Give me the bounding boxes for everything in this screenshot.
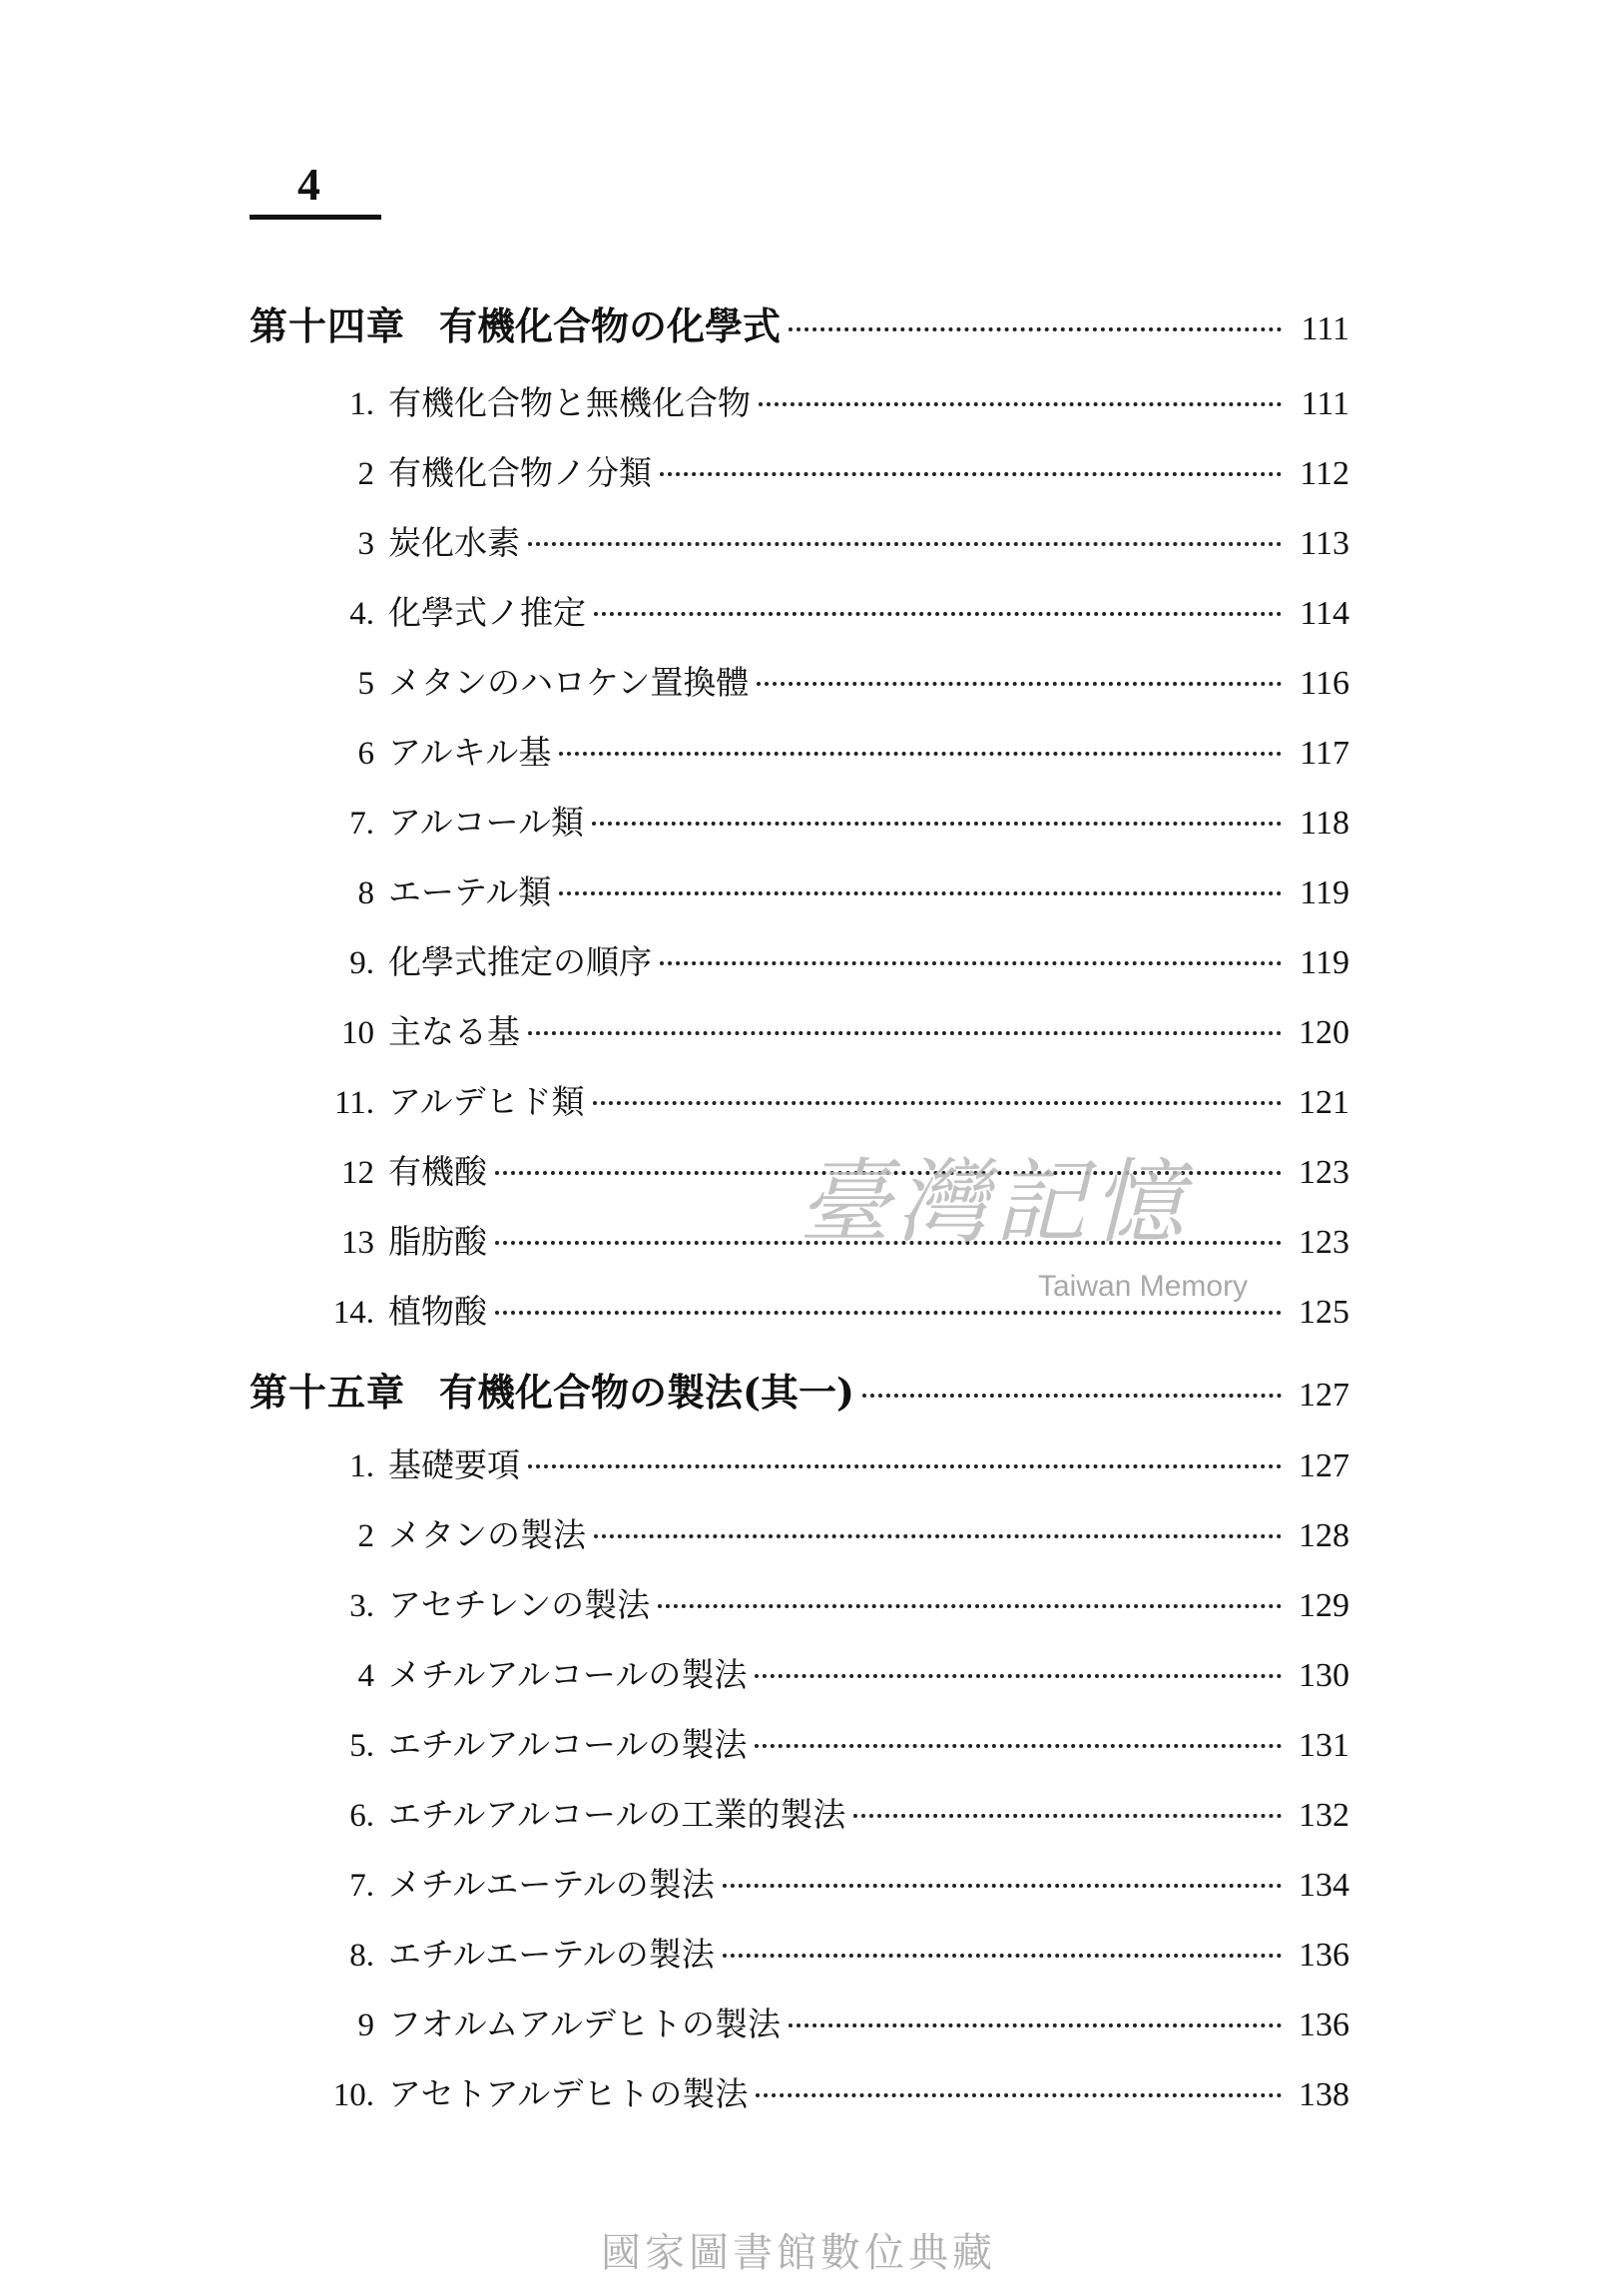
toc-entry <box>314 1650 1349 1700</box>
chapter-page-number: 111 <box>1301 310 1349 347</box>
toc-entry <box>314 658 1349 708</box>
entry-page-number: 136 <box>1299 2007 1349 2043</box>
entry-number: 1. <box>349 386 374 422</box>
entry-number: 6 <box>357 736 374 772</box>
toc-entry <box>314 937 1349 987</box>
entry-number: 7. <box>349 806 374 842</box>
entry-title: 脂肪酸 <box>388 1222 487 1261</box>
toc-entry <box>314 1790 1349 1840</box>
footer-caption: 國家圖書館數位典藏 <box>601 2230 996 2276</box>
entry-page-number: 118 <box>1300 805 1349 842</box>
toc-entry <box>314 448 1349 498</box>
entry-page-number: 119 <box>1300 874 1349 911</box>
dot-leader <box>528 1464 1282 1468</box>
entry-number: 3 <box>357 526 374 562</box>
toc-entry <box>314 1860 1349 1910</box>
entry-title: 有機化合物と無機化合物 <box>388 383 751 422</box>
dot-leader <box>757 682 1282 686</box>
toc-entry <box>314 1147 1349 1197</box>
entry-page-number: 131 <box>1299 1727 1349 1764</box>
dot-leader <box>594 612 1282 616</box>
dot-leader <box>495 1241 1282 1245</box>
entry-page-number: 123 <box>1299 1224 1349 1261</box>
dot-leader <box>658 1604 1282 1608</box>
entry-page-number: 121 <box>1299 1084 1349 1121</box>
toc-entry <box>314 1440 1349 1490</box>
entry-number: 13 <box>341 1225 374 1261</box>
entry-page-number: 111 <box>1301 385 1349 422</box>
dot-leader <box>528 542 1282 546</box>
entry-title: エーテル類 <box>388 872 552 911</box>
chapter-heading <box>250 1368 1349 1418</box>
entry-number: 5 <box>357 666 374 702</box>
dot-leader <box>755 1674 1282 1678</box>
entry-title: アセトアルデヒトの製法 <box>388 2074 749 2113</box>
entry-title: 有機化合物ノ分類 <box>388 453 652 492</box>
entry-number: 12 <box>341 1155 374 1191</box>
entry-page-number: 114 <box>1300 595 1349 632</box>
entry-page-number: 130 <box>1299 1657 1349 1694</box>
toc-entry <box>314 1510 1349 1560</box>
toc-entry <box>314 1930 1349 1980</box>
chapter-heading <box>250 301 1349 351</box>
toc-entry <box>314 1217 1349 1267</box>
entry-number: 11. <box>333 1085 374 1121</box>
entry-page-number: 120 <box>1299 1014 1349 1051</box>
entry-page-number: 112 <box>1300 455 1349 492</box>
entry-title: メチルエーテルの製法 <box>388 1865 715 1904</box>
toc-entry <box>314 1720 1349 1770</box>
entry-page-number: 128 <box>1299 1517 1349 1554</box>
dot-leader <box>495 1311 1282 1315</box>
chapter-title: 有機化合物の製法(其一) <box>439 1370 854 1415</box>
toc-entry <box>314 798 1349 848</box>
entry-number: 9. <box>349 945 374 981</box>
entry-number: 4 <box>357 1658 374 1694</box>
toc-entry <box>314 1287 1349 1337</box>
entry-number: 7. <box>349 1868 374 1904</box>
entry-number: 3. <box>349 1588 374 1624</box>
chapter-label: 第十五章 <box>250 1370 406 1415</box>
entry-title: エチルアルコールの製法 <box>388 1725 748 1764</box>
entry-title: フオルムアルデヒトの製法 <box>388 2005 782 2043</box>
toc-entry <box>314 2000 1349 2049</box>
entry-page-number: 113 <box>1300 525 1349 562</box>
dot-leader <box>594 1534 1282 1538</box>
entry-number: 5. <box>349 1728 374 1764</box>
entry-page-number: 116 <box>1300 665 1349 702</box>
entry-title: アセチレンの製法 <box>388 1585 651 1624</box>
entry-page-number: 117 <box>1300 735 1349 772</box>
dot-leader <box>789 327 1282 331</box>
dot-leader <box>592 822 1282 826</box>
entry-page-number: 129 <box>1299 1587 1349 1624</box>
dot-leader <box>853 1814 1282 1818</box>
entry-title: メタンの製法 <box>388 1515 586 1554</box>
toc-entry <box>314 1007 1349 1057</box>
toc-entry <box>314 2069 1349 2119</box>
entry-title: メチルアルコールの製法 <box>388 1655 748 1694</box>
toc-entry <box>314 728 1349 778</box>
dot-leader <box>723 1954 1282 1958</box>
toc-entry <box>314 518 1349 568</box>
entry-title: 基礎要項 <box>388 1445 520 1484</box>
entry-page-number: 136 <box>1299 1937 1349 1974</box>
watermark-chinese: 臺灣記憶 <box>798 1149 1191 1256</box>
chapter-label: 第十四章 <box>250 303 406 348</box>
entry-title: アルデヒド類 <box>388 1082 585 1121</box>
dot-leader <box>755 1744 1282 1748</box>
entry-page-number: 134 <box>1299 1867 1349 1904</box>
entry-title: 主なる基 <box>388 1012 520 1051</box>
dot-leader <box>756 2093 1282 2097</box>
dot-leader <box>660 961 1282 965</box>
entry-page-number: 127 <box>1299 1447 1349 1484</box>
toc-entry <box>314 867 1349 917</box>
entry-title: 化學式推定の順序 <box>388 942 652 981</box>
entry-title: エチルアルコールの工業的製法 <box>388 1795 846 1834</box>
entry-title: アルコール類 <box>388 803 585 842</box>
chapter-page-number: 127 <box>1299 1377 1349 1414</box>
entry-title: エチルエーテルの製法 <box>388 1935 715 1974</box>
entry-number: 10. <box>332 2077 374 2113</box>
dot-leader <box>559 891 1282 895</box>
entry-page-number: 132 <box>1299 1797 1349 1834</box>
dot-leader <box>660 472 1282 476</box>
entry-number: 8. <box>349 1938 374 1974</box>
entry-title: 化學式ノ推定 <box>388 593 586 632</box>
entry-number: 8 <box>357 875 374 911</box>
dot-leader <box>559 752 1282 756</box>
entry-title: 植物酸 <box>388 1292 487 1331</box>
dot-leader <box>759 402 1282 406</box>
entry-page-number: 138 <box>1299 2076 1349 2113</box>
dot-leader <box>593 1101 1282 1105</box>
toc-entry <box>314 588 1349 638</box>
entry-title: 有機酸 <box>388 1152 487 1191</box>
entry-number: 1. <box>349 1448 374 1484</box>
entry-number: 6. <box>349 1798 374 1834</box>
toc-entry <box>314 378 1349 428</box>
entry-page-number: 119 <box>1300 944 1349 981</box>
chapter-title: 有機化合物の化學式 <box>439 303 782 348</box>
toc-entry <box>314 1077 1349 1127</box>
toc-entry <box>314 1580 1349 1630</box>
entry-page-number: 123 <box>1299 1154 1349 1191</box>
dot-leader <box>528 1031 1282 1035</box>
dot-leader <box>862 1394 1282 1398</box>
entry-title: メタンのハロケン置換體 <box>388 663 750 702</box>
entry-number: 2 <box>357 456 374 492</box>
dot-leader <box>495 1171 1282 1175</box>
entry-title: 炭化水素 <box>388 523 520 562</box>
entry-number: 10 <box>341 1015 374 1051</box>
entry-number: 2 <box>357 1518 374 1554</box>
watermark-english: Taiwan Memory <box>1038 1270 1249 1303</box>
entry-number: 9 <box>357 2008 374 2043</box>
dot-leader <box>723 1884 1282 1888</box>
entry-number: 4. <box>349 596 374 632</box>
dot-leader <box>789 2023 1282 2027</box>
entry-title: アルキル基 <box>388 733 552 772</box>
entry-number: 14. <box>332 1295 374 1331</box>
page-number: 4 <box>297 159 320 210</box>
entry-page-number: 125 <box>1299 1294 1349 1331</box>
